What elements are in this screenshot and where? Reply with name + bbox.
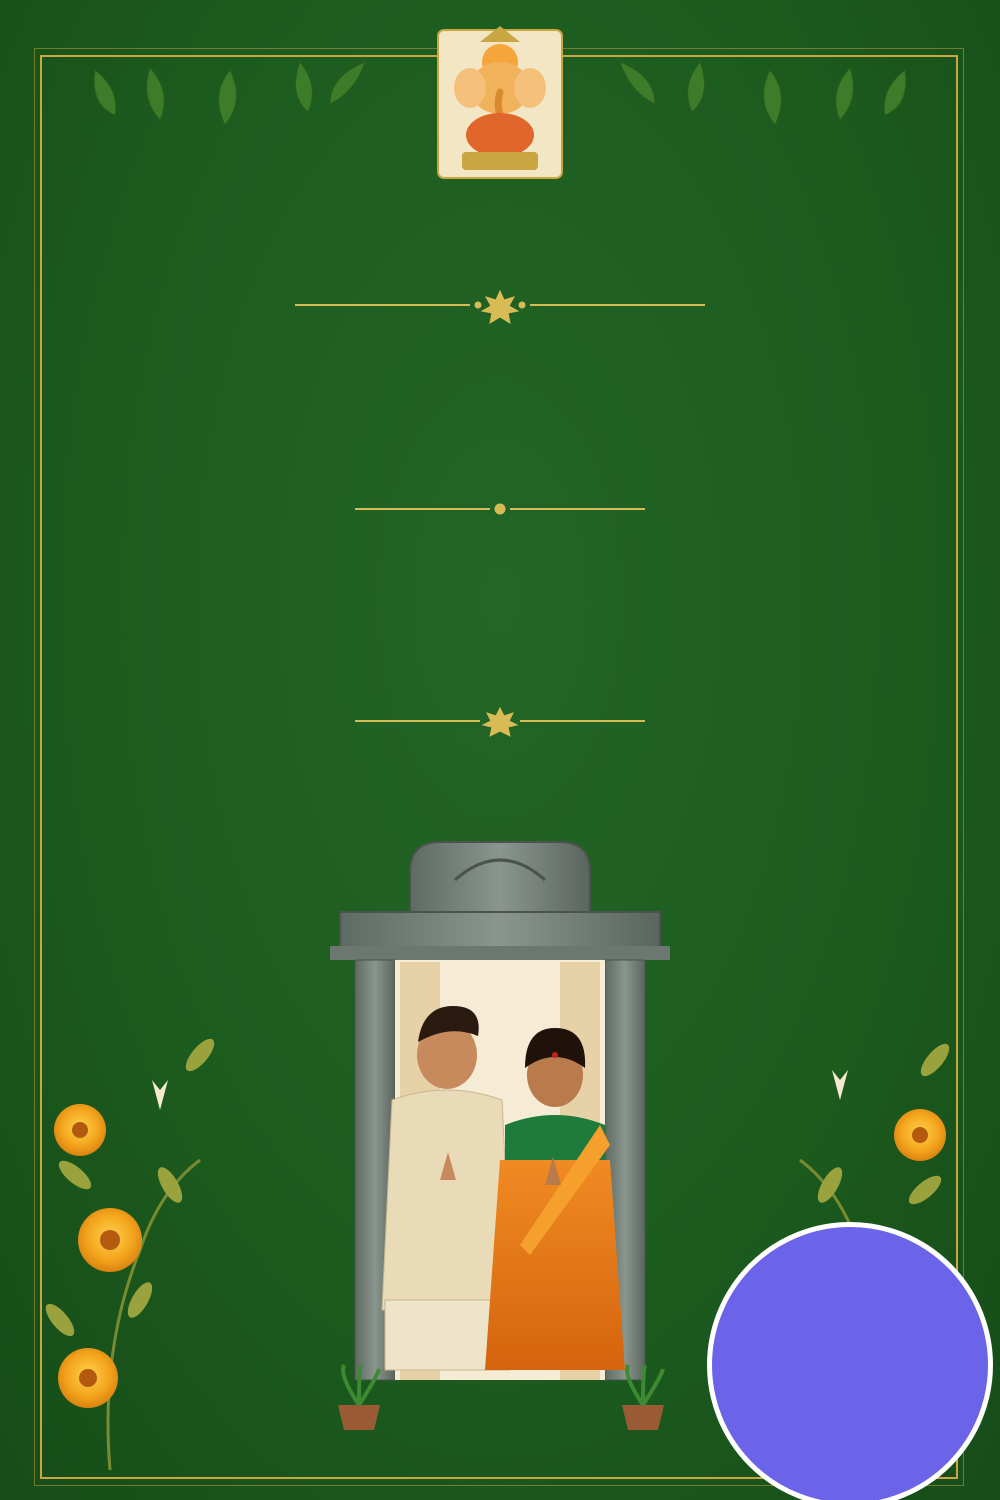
gold-divider <box>295 291 705 323</box>
ganesha-icon <box>438 26 562 178</box>
flower-branch-icon <box>41 1035 219 1470</box>
potted-plant-icon <box>622 1365 664 1430</box>
gold-divider <box>355 504 645 514</box>
gold-divider <box>355 708 645 736</box>
yellow-flower-icon <box>54 1080 168 1408</box>
instant-download-badge[interactable] <box>707 1222 993 1500</box>
